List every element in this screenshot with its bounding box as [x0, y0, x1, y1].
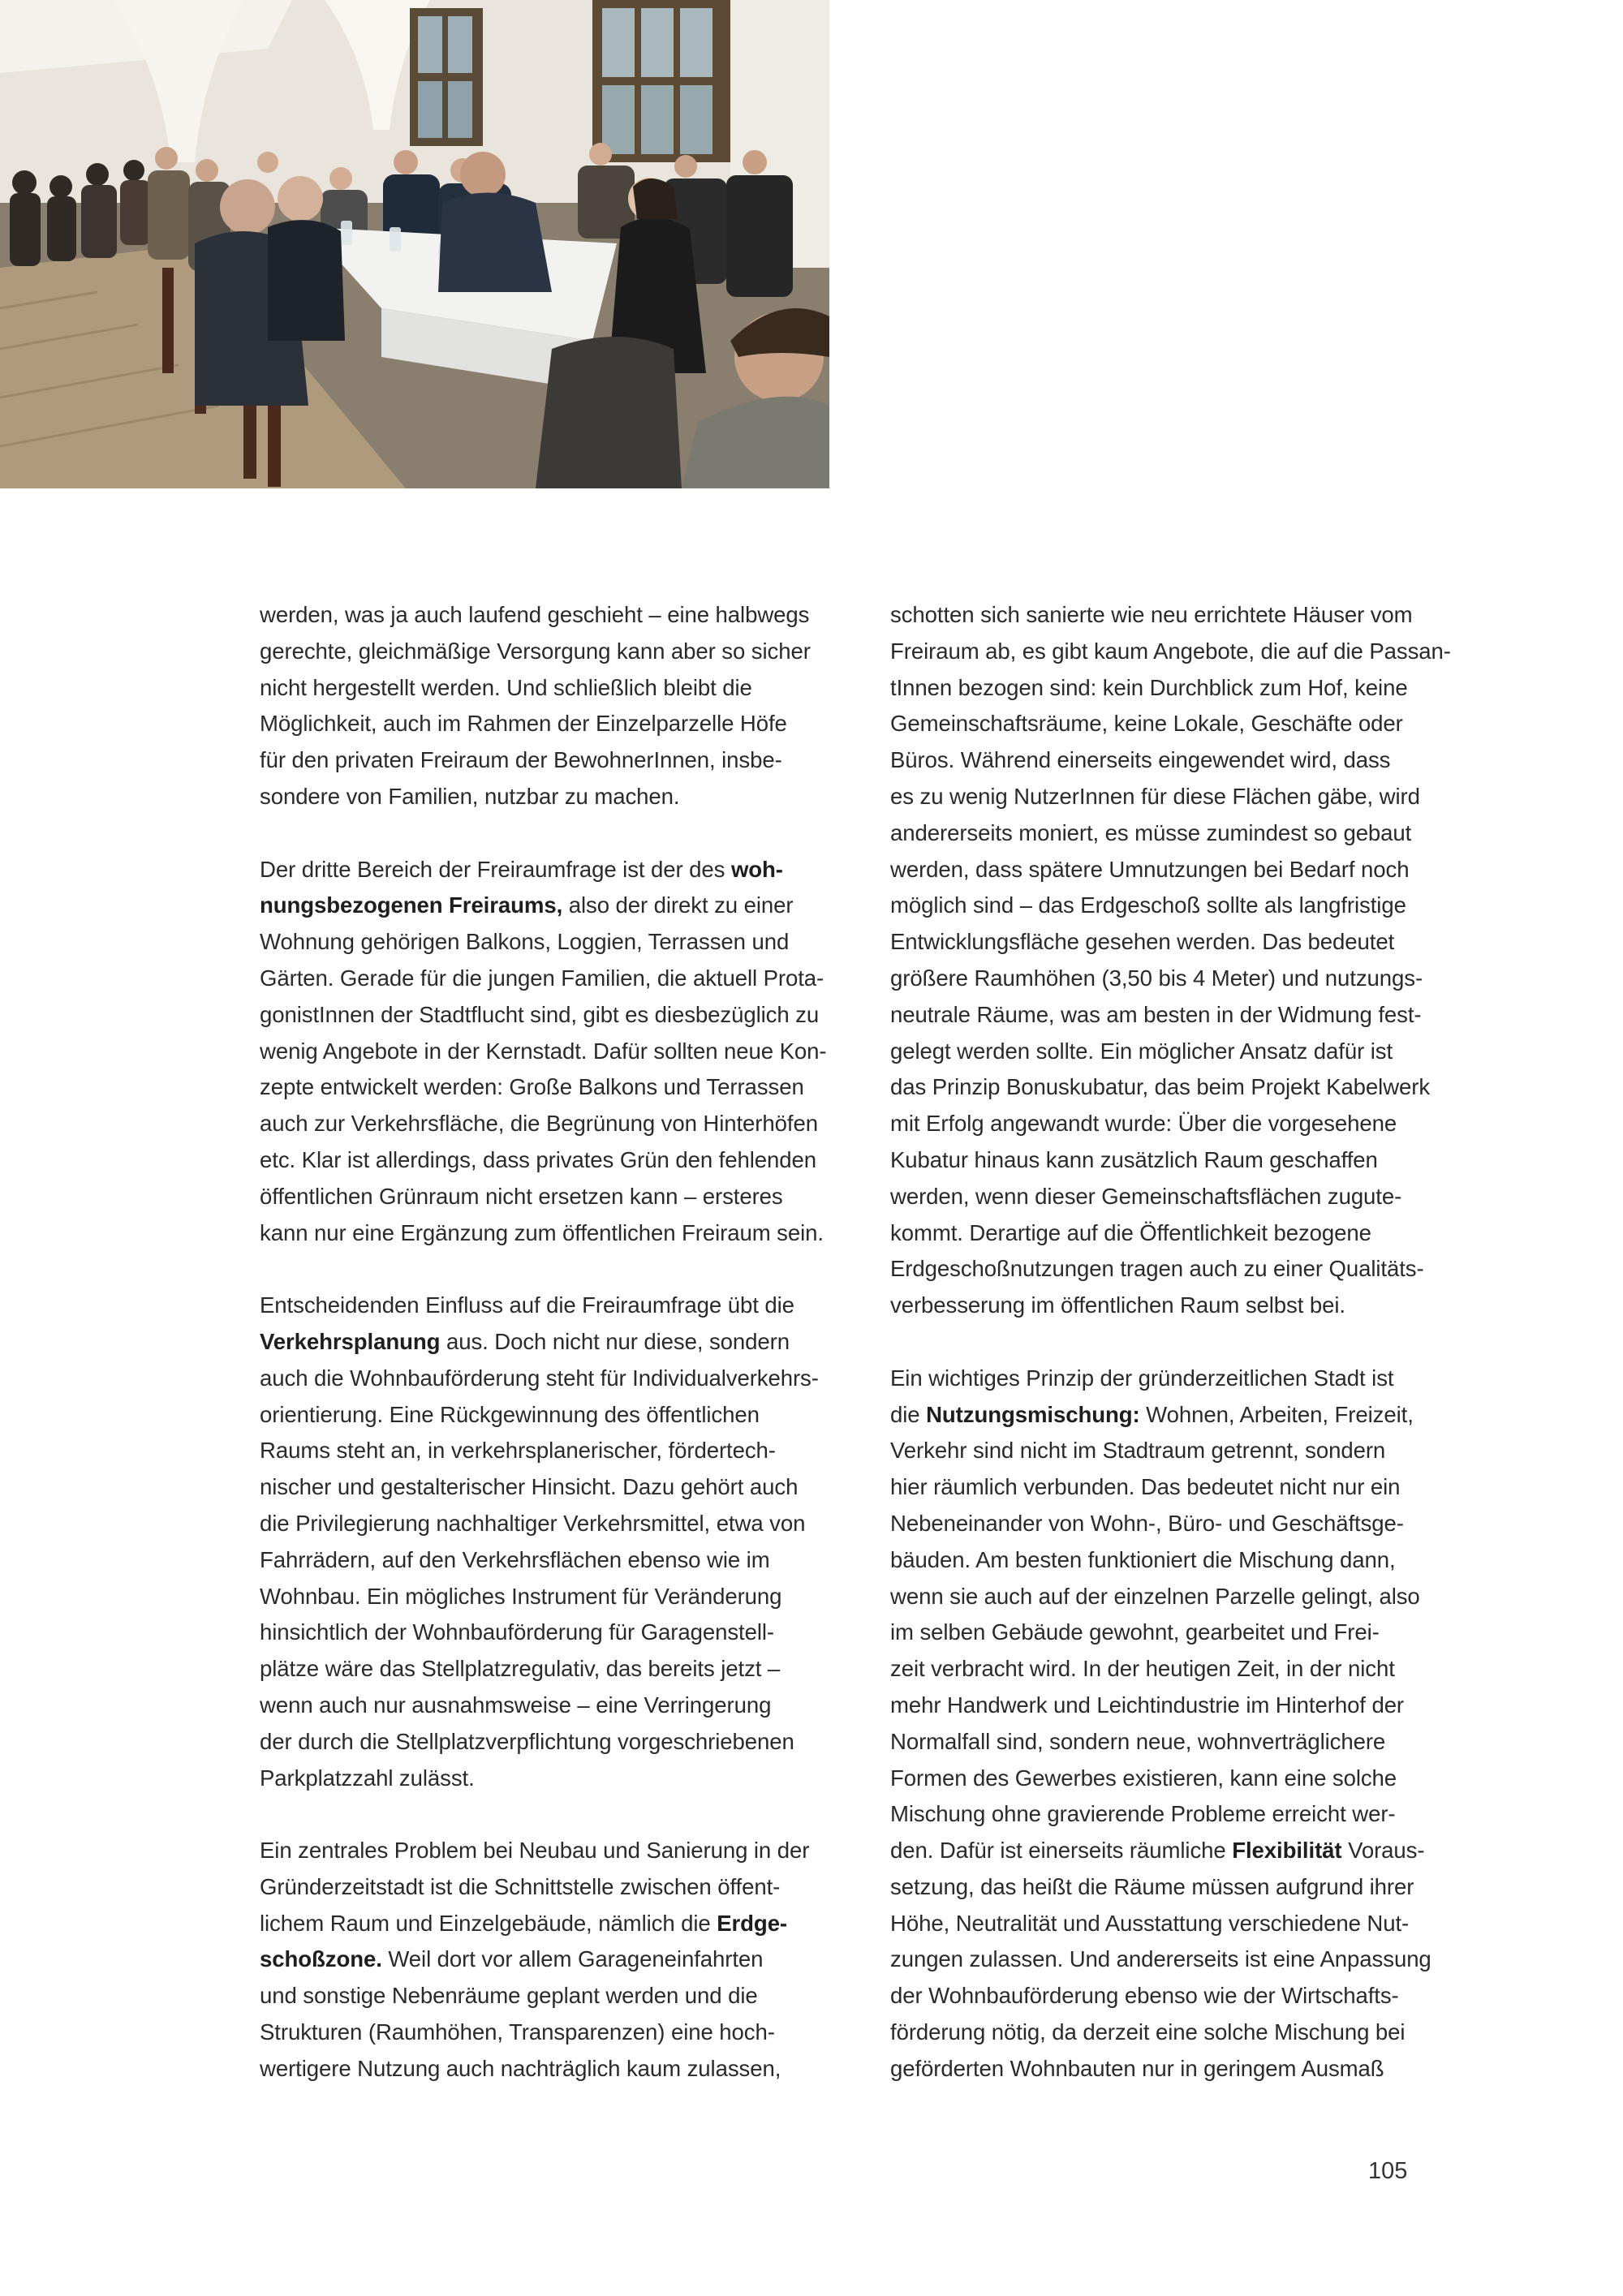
text-line: werden, wenn dieser Gemeinschaftsflächen zugute-	[890, 1183, 1402, 1209]
text-line: verbesserung im öffentlichen Raum selbst bei.	[890, 1292, 1345, 1318]
text-line: plätze wäre das Stellplatzregulativ, das bereits jetzt –	[260, 1656, 781, 1682]
text-line: werden, was ja auch laufend geschieht – eine halbwegs	[260, 602, 810, 627]
text-line: Höhe, Neutralität und Ausstattung verschiedene Nut-	[890, 1910, 1410, 1936]
text-line: Gründerzeitstadt ist die Schnittstelle zwischen öffent-	[260, 1873, 781, 1899]
text-line: Raums steht an, in verkehrsplanerischer, fördertech-	[260, 1438, 776, 1464]
paragraph	[260, 1833, 844, 2087]
text-line: förderung nötig, da derzeit eine solche Mischung bei	[890, 2019, 1406, 2045]
paragraph	[890, 1361, 1474, 2087]
text-line: bäuden. Am besten funktioniert die Mischung dann,	[890, 1546, 1396, 1572]
paragraph	[260, 852, 844, 1252]
text-line: orientierung. Eine Rückgewinnung des öffentlichen	[260, 1401, 760, 1427]
text-line: hinsichtlich der Wohnbauförderung für Garagenstell-	[260, 1619, 775, 1645]
paragraph	[260, 597, 844, 815]
text-line: das Prinzip Bonuskubatur, das beim Projekt Kabelwerk	[890, 1074, 1431, 1100]
text-line: größere Raumhöhen (3,50 bis 4 Meter) und nutzungs-	[890, 965, 1423, 991]
text-line: gonistInnen der Stadtflucht sind, gibt es diesbezüglich zu	[260, 1001, 820, 1027]
text-line: Kubatur hinaus kann zusätzlich Raum geschaffen	[890, 1146, 1378, 1172]
text-line: Verkehr sind nicht im Stadtraum getrennt, sondern	[890, 1438, 1386, 1464]
text-line: den. Dafür ist einerseits räumliche Flexibilität Voraus-	[890, 1838, 1425, 1864]
text-line: Freiraum ab, es gibt kaum Angebote, die auf die Passan-	[890, 638, 1451, 664]
right-text-column	[890, 597, 1474, 2123]
text-line: nicht hergestellt werden. Und schließlich bleibt die	[260, 674, 752, 700]
text-line: Büros. Während einerseits eingewendet wird, dass	[890, 747, 1391, 773]
text-line: etc. Klar ist allerdings, dass privates Grün den fehlenden	[260, 1146, 816, 1172]
text-line: kann nur eine Ergänzung zum öffentlichen Freiraum sein.	[260, 1219, 824, 1245]
text-line: Ein wichtiges Prinzip der gründerzeitlichen Stadt ist	[890, 1365, 1394, 1391]
text-line: tInnen bezogen sind: kein Durchblick zum Hof, keine	[890, 674, 1408, 700]
text-line: zungen zulassen. Und andererseits ist eine Anpassung	[890, 1946, 1431, 1972]
text-line: der Wohnbauförderung ebenso wie der Wirtschafts-	[890, 1983, 1399, 2009]
text-line: Normalfall sind, sondern neue, wohnverträglichere	[890, 1728, 1386, 1754]
text-line: möglich sind – das Erdgeschoß sollte als langfristige	[890, 892, 1406, 918]
text-line: Ein zentrales Problem bei Neubau und Sanierung in der	[260, 1838, 810, 1864]
text-line: Fahrrädern, auf den Verkehrsflächen ebenso wie im	[260, 1546, 770, 1572]
text-line: lichem Raum und Einzelgebäude, nämlich die Erdge-	[260, 1910, 788, 1936]
text-line: mehr Handwerk und Leichtindustrie im Hinterhof der	[890, 1692, 1405, 1718]
text-line: schotten sich sanierte wie neu errichtete Häuser vom	[890, 602, 1413, 627]
text-line: neutrale Räume, was am besten in der Widmung fest-	[890, 1001, 1422, 1027]
panel-discussion-photo	[0, 0, 829, 488]
text-line: der durch die Stellplatzverpflichtung vorgeschriebenen	[260, 1728, 794, 1754]
text-line: Parkplatzzahl zulässt.	[260, 1765, 475, 1791]
text-line: kommt. Derartige auf die Öffentlichkeit bezogene	[890, 1219, 1371, 1245]
text-line: nungsbezogenen Freiraums, also der direkt zu einer	[260, 892, 794, 918]
text-line: geförderten Wohnbauten nur in geringem Ausmaß	[890, 2055, 1384, 2081]
text-line: nischer und gestalterischer Hinsicht. Dazu gehört auch	[260, 1474, 799, 1500]
text-line: gerechte, gleichmäßige Versorgung kann aber so sicher	[260, 638, 811, 664]
text-line: mit Erfolg angewandt wurde: Über die vorgesehene	[890, 1111, 1397, 1137]
text-line: die Nutzungsmischung: Wohnen, Arbeiten, Freizeit,	[890, 1401, 1414, 1427]
text-line: auch zur Verkehrsfläche, die Begrünung von Hinterhöfen	[260, 1111, 818, 1137]
text-line: es zu wenig NutzerInnen für diese Flächen gäbe, wird	[890, 783, 1420, 809]
text-line: wenig Angebote in der Kernstadt. Dafür sollten neue Kon-	[260, 1038, 827, 1064]
text-line: auch die Wohnbauförderung steht für Individualverkehrs-	[260, 1365, 819, 1391]
text-line: wenn sie auch auf der einzelnen Parzelle gelingt, also	[890, 1583, 1420, 1609]
text-line: Wohnbau. Ein mögliches Instrument für Veränderung	[260, 1583, 782, 1609]
photo-illustration	[0, 0, 829, 488]
text-line: Wohnung gehörigen Balkons, Loggien, Terrassen und	[260, 929, 790, 955]
text-line: zeit verbracht wird. In der heutigen Zeit, in der nicht	[890, 1656, 1395, 1682]
text-line: schoßzone. Weil dort vor allem Garageneinfahrten	[260, 1946, 764, 1972]
text-line: die Privilegierung nachhaltiger Verkehrsmittel, etwa von	[260, 1510, 806, 1536]
text-line: andererseits moniert, es müsse zumindest so gebaut	[890, 819, 1412, 845]
text-line: zepte entwickelt werden: Große Balkons und Terrassen	[260, 1074, 804, 1100]
text-line: Entscheidenden Einfluss auf die Freiraumfrage übt die	[260, 1292, 794, 1318]
text-line: Strukturen (Raumhöhen, Transparenzen) eine hoch-	[260, 2019, 775, 2045]
text-line: Möglichkeit, auch im Rahmen der Einzelparzelle Höfe	[260, 711, 787, 737]
text-line: und sonstige Nebenräume geplant werden und die	[260, 1983, 758, 2009]
text-line: Formen des Gewerbes existieren, kann eine solche	[890, 1765, 1397, 1791]
left-text-column	[260, 597, 844, 2123]
text-line: werden, dass spätere Umnutzungen bei Bedarf noch	[890, 856, 1410, 882]
text-line: im selben Gebäude gewohnt, gearbeitet und Frei-	[890, 1619, 1380, 1645]
text-line: wertigere Nutzung auch nachträglich kaum zulassen,	[260, 2055, 781, 2081]
text-line: öffentlichen Grünraum nicht ersetzen kann – ersteres	[260, 1183, 783, 1209]
text-line: setzung, das heißt die Räume müssen aufgrund ihrer	[890, 1873, 1414, 1899]
text-line: Nebeneinander von Wohn-, Büro- und Geschäftsge-	[890, 1510, 1404, 1536]
page-number: 105	[1368, 2158, 1408, 2184]
text-line: hier räumlich verbunden. Das bedeutet nicht nur ein	[890, 1474, 1401, 1500]
text-line: gelegt werden sollte. Ein möglicher Ansatz dafür ist	[890, 1038, 1393, 1064]
text-line: Der dritte Bereich der Freiraumfrage ist der des woh-	[260, 856, 783, 882]
text-line: Entwicklungsfläche gesehen werden. Das bedeutet	[890, 929, 1395, 955]
text-line: wenn auch nur ausnahmsweise – eine Verringerung	[260, 1692, 772, 1718]
text-line: Erdgeschoßnutzungen tragen auch zu einer Qualitäts-	[890, 1256, 1424, 1282]
text-line: sondere von Familien, nutzbar zu machen.	[260, 783, 680, 809]
paragraph	[260, 1288, 844, 1796]
text-line: Gemeinschaftsräume, keine Lokale, Geschäfte oder	[890, 711, 1403, 737]
paragraph	[890, 597, 1474, 1324]
text-line: Verkehrsplanung aus. Doch nicht nur diese, sondern	[260, 1328, 790, 1354]
text-line: Gärten. Gerade für die jungen Familien, die aktuell Prota-	[260, 965, 824, 991]
text-line: Mischung ohne gravierende Probleme erreicht wer-	[890, 1801, 1396, 1827]
text-line: für den privaten Freiraum der BewohnerInnen, insbe-	[260, 747, 782, 773]
